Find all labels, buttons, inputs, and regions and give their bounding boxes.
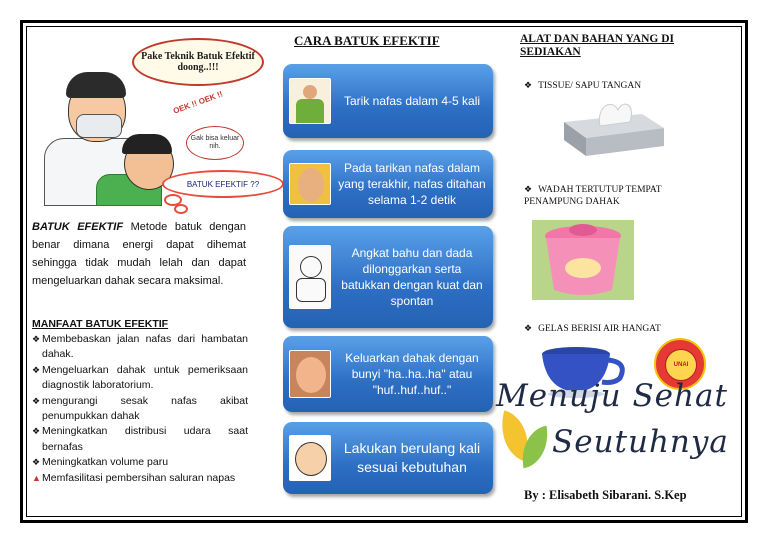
patient-speech-bubble: Gak bisa keluar nih.: [186, 126, 244, 160]
slogan-line-2: Seutuhnya: [552, 424, 729, 460]
question-bubble: BATUK EFEKTIF ??: [162, 170, 284, 198]
list-item: ❖ Mengeluarkan dahak untuk pemeriksaan diagnostik laboratorium.: [32, 363, 248, 394]
coughing-person-icon: [289, 245, 331, 308]
tools-title: ALAT DAN BAHAN YANG DI SEDIAKAN: [520, 33, 674, 58]
list-item: ❖ Membebaskan jalan nafas dari hambatan dahak.: [32, 332, 248, 363]
diamond-bullet-icon: ❖: [32, 457, 41, 468]
doctor-hair: [66, 72, 126, 98]
step-card-2: [283, 150, 493, 218]
definition-paragraph: [32, 218, 246, 290]
step-text: Tarik nafas dalam 4-5 kali: [343, 94, 481, 108]
diamond-bullet-icon: ❖: [32, 364, 41, 375]
cough-illustration: [36, 36, 264, 204]
university-seal-logo: UNAI: [654, 338, 706, 390]
manfaat-title: MANFAAT BATUK EFEKTIF: [32, 318, 169, 330]
inhaling-face-icon: [289, 163, 331, 206]
diamond-bullet-icon: ❖: [524, 80, 533, 90]
list-item: ❖ Meningkatkan volume paru: [32, 455, 248, 470]
container-bucket-image: [532, 220, 634, 300]
step-card-4: [283, 336, 493, 412]
step-card-1: [283, 64, 493, 138]
tool-item-container: ❖ WADAH TERTUTUP TEMPAT PENAMPUNG DAHAK: [524, 184, 662, 207]
definition-term: BATUK EFEKTIF: [32, 221, 124, 233]
manfaat-list: [32, 332, 248, 486]
breathing-person-icon: [289, 78, 331, 124]
step-card-5: [283, 422, 493, 494]
slogan-line-1: Menuju Sehat: [496, 378, 728, 414]
thought-puff: [174, 204, 188, 214]
diamond-bullet-icon: ❖: [32, 334, 41, 344]
list-item: ❖ mengurangi sesak nafas akibat penumpukkan dahak: [32, 394, 248, 425]
doctor-speech-bubble: Pake Teknik Batuk Efektif doong..!!!: [132, 38, 264, 86]
step-text: Lakukan berulang kali sesuai kebutuhan: [343, 440, 481, 475]
author-byline: By : Elisabeth Sibarani. S.Kep: [524, 488, 687, 502]
steps-title: CARA BATUK EFEKTIF: [294, 33, 440, 48]
list-item: ❖ Meningkatkan distribusi udara saat bernafas: [32, 424, 248, 455]
step-card-3: [283, 226, 493, 328]
tool-item-glass: ❖ GELAS BERISI AIR HANGAT: [524, 323, 661, 334]
diamond-bullet-icon: ❖: [32, 395, 41, 406]
step-text: Angkat bahu dan dada dilonggarkan serta batukkan dengan kuat dan spontan: [341, 246, 483, 308]
definition-text: Metode batuk dengan benar dimana energi dapat dihemat sehingga tidak mudah lelah dan dapat mengeluarkan dahak secara maksimal.: [32, 221, 246, 287]
tissue-box-image: [556, 96, 668, 158]
crying-child-icon: [289, 350, 331, 398]
diamond-bullet-icon: ❖: [524, 323, 533, 333]
step-text: Pada tarikan nafas dalam yang terakhir, nafas ditahan selama 1-2 detik: [338, 161, 486, 207]
diamond-bullet-icon: ❖: [524, 184, 533, 194]
cough-sound-text: OEK !! OEK !!: [172, 89, 224, 116]
book-bullet-icon: ▲: [32, 472, 41, 483]
list-item: ▲ Memfasilitasi pembersihan saluran napas: [32, 471, 248, 486]
step-text: Keluarkan dahak dengan bunyi "ha..ha..ha" atau "huf..huf..huf..": [345, 351, 479, 397]
doctor-mask: [76, 114, 122, 138]
tool-item-tissue: ❖ TISSUE/ SAPU TANGAN: [524, 80, 642, 91]
cartoon-face-icon: [289, 435, 331, 480]
diamond-bullet-icon: ❖: [32, 426, 41, 437]
patient-hair: [122, 134, 172, 154]
